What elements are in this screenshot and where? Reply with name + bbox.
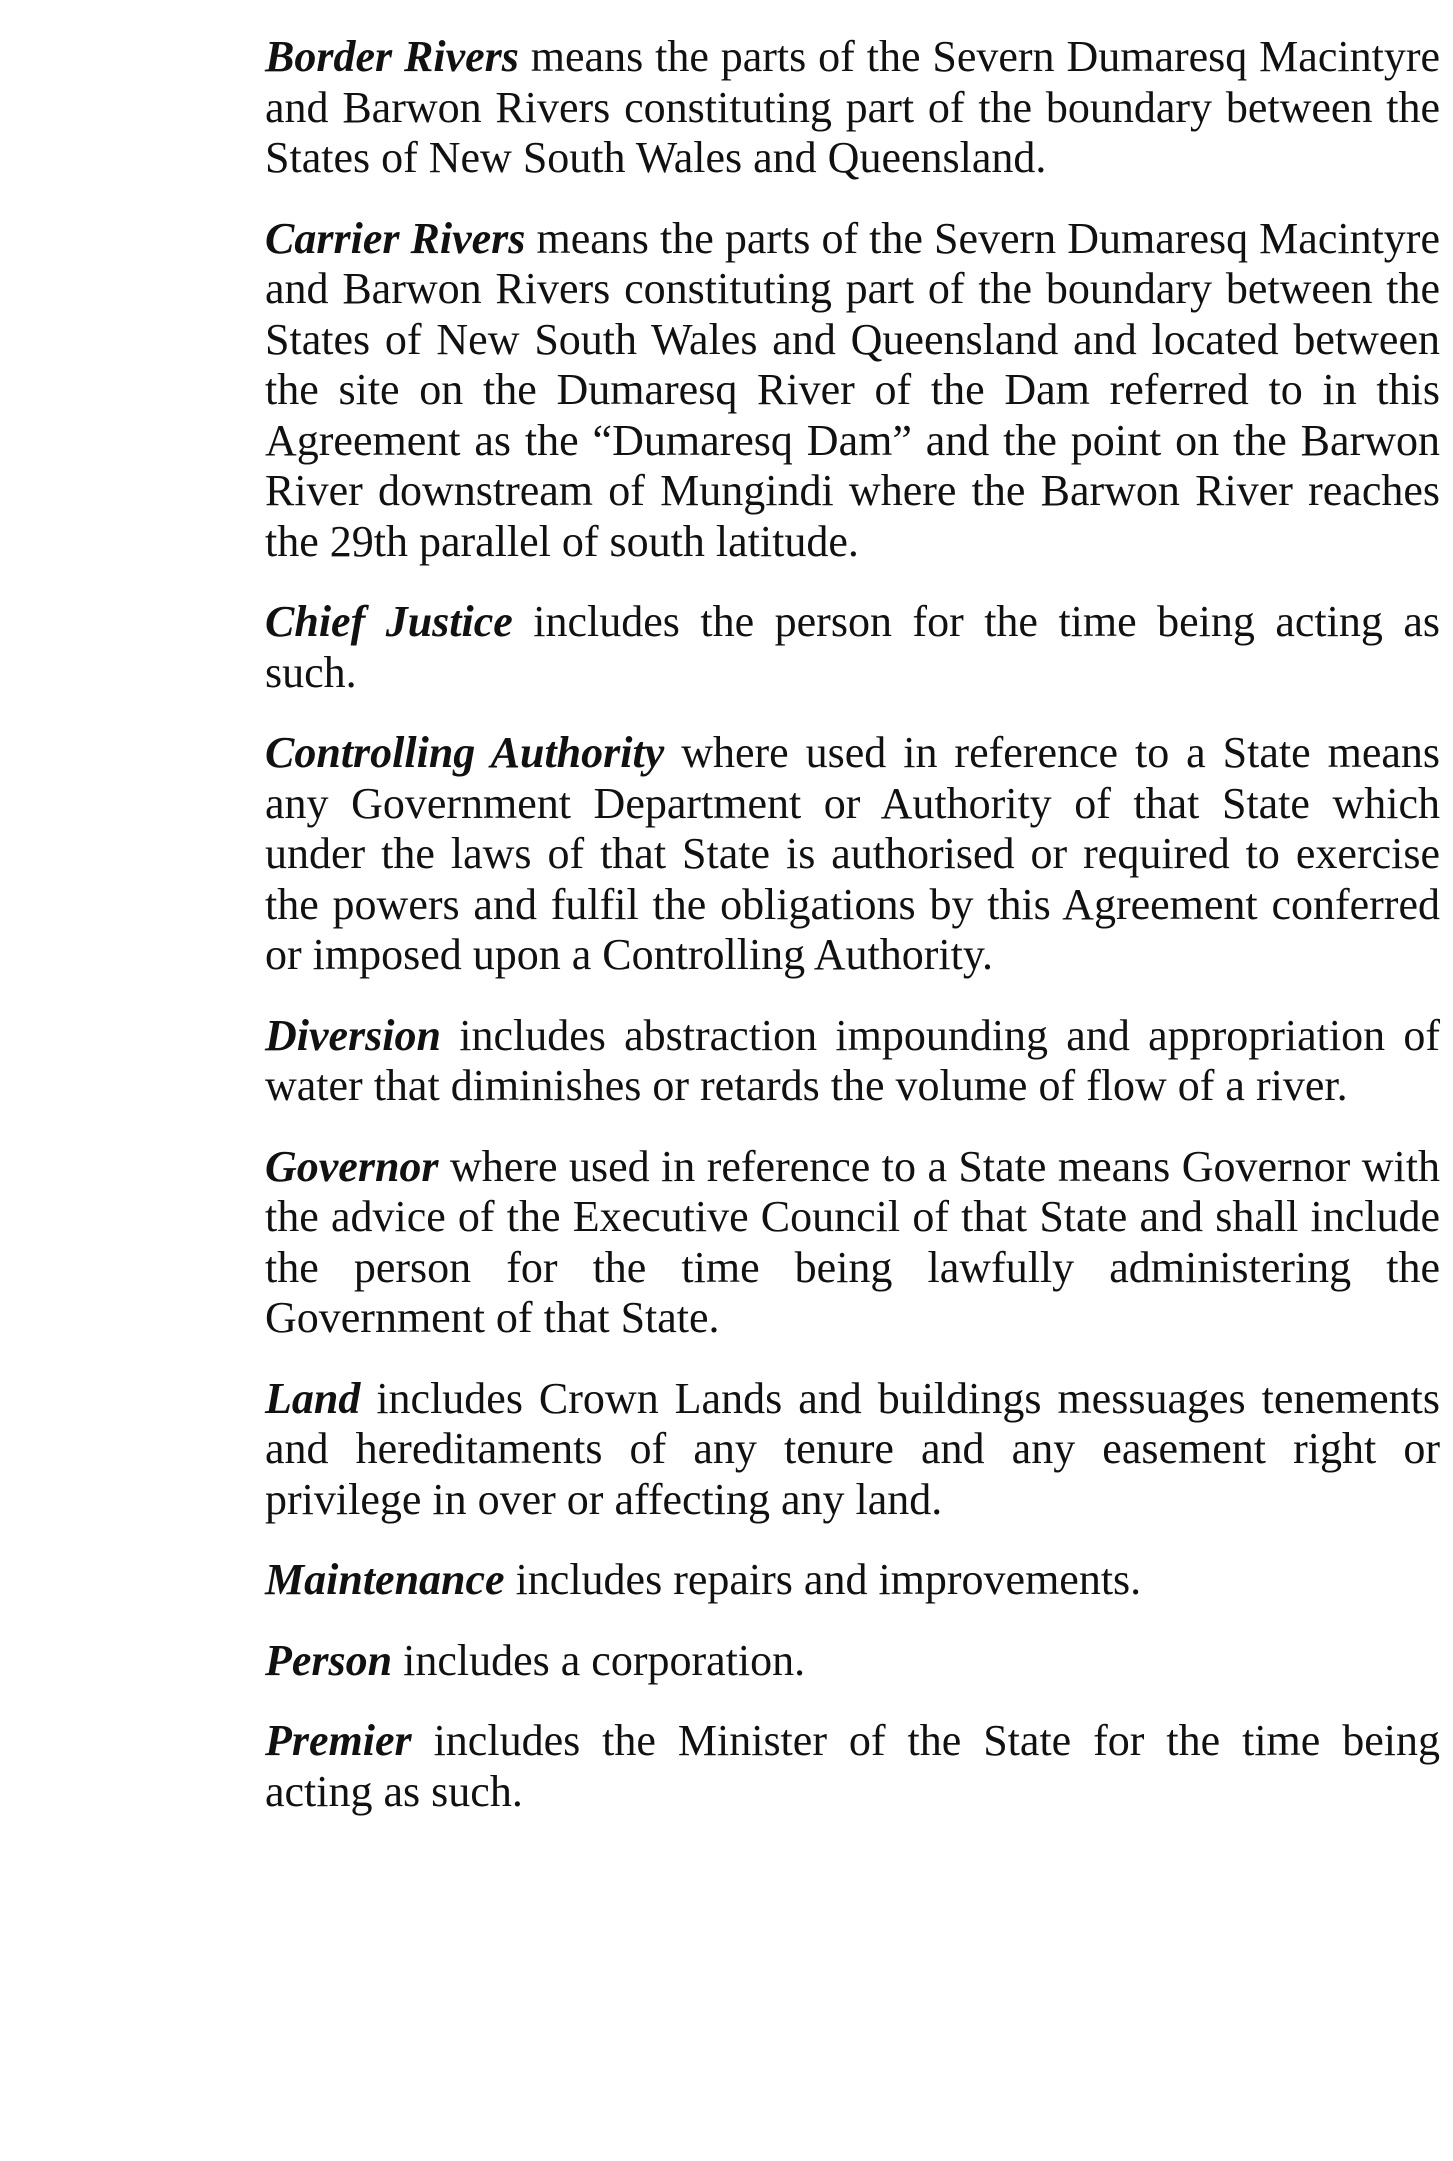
- definition-controlling-authority: [265, 728, 1440, 981]
- definition-person: [265, 1636, 1440, 1687]
- definition-term: Land: [265, 1373, 361, 1423]
- definition-text: includes the person for the time being acting as such.: [265, 597, 1440, 697]
- definition-term: Border Rivers: [265, 32, 519, 81]
- definition-land: [265, 1374, 1440, 1526]
- definition-maintenance: [265, 1555, 1440, 1606]
- definition-term: Governor: [265, 1141, 439, 1191]
- definition-text: includes repairs and improvements.: [504, 1555, 1142, 1604]
- definitions-list: [265, 32, 1440, 1847]
- definition-term: Controlling Authority: [265, 728, 665, 777]
- definition-term: Chief Justice: [265, 597, 513, 646]
- definition-text: includes abstraction impounding and appropriation of water that diminishes or retards the volume of flow of a river.: [265, 1010, 1440, 1110]
- definition-diversion: [265, 1011, 1440, 1112]
- definition-premier: [265, 1716, 1440, 1817]
- definition-chief-justice: [265, 597, 1440, 698]
- definition-term: Premier: [265, 1716, 412, 1765]
- definition-text: includes a corporation.: [392, 1635, 806, 1685]
- definition-term: Maintenance: [265, 1555, 505, 1604]
- definition-text: means the parts of the Severn Dumaresq Macintyre and Barwon Rivers constituting part of the boundary between the States of New South Wales and Queensland and located between the site on the Dumaresq River of the Dam referred to in this Agreement as the “Dumaresq Dam” and the point on the Barwon River downstream of Mungindi where the Barwon River reaches the 29th parallel of south latitude.: [265, 213, 1440, 566]
- definition-text: means the parts of the Severn Dumaresq Macintyre and Barwon Rivers constituting part of the boundary between the States of New South Wales and Queensland.: [265, 32, 1440, 182]
- definition-text: where used in reference to a State means any Government Department or Authority of that State which under the laws of that State is authorised or required to exercise the powers and fulfil the obligations by this Agreement conferred or imposed upon a Controlling Authority.: [265, 728, 1440, 979]
- definition-carrier-rivers: [265, 214, 1440, 568]
- definition-term: Person: [265, 1635, 393, 1685]
- definition-text: includes Crown Lands and buildings messuages tenements and hereditaments of any tenure and any easement right or privilege in over or affecting any land.: [265, 1373, 1440, 1524]
- definition-border-rivers: [265, 32, 1440, 184]
- definition-governor: [265, 1142, 1440, 1344]
- definition-term: Diversion: [265, 1010, 441, 1060]
- definition-text: includes the Minister of the State for the time being acting as such.: [265, 1716, 1440, 1816]
- definition-term: Carrier Rivers: [265, 213, 526, 263]
- definition-text: where used in reference to a State means Governor with the advice of the Executive Council of that State and shall include the person for the time being lawfully administering the Government of that State.: [265, 1141, 1440, 1342]
